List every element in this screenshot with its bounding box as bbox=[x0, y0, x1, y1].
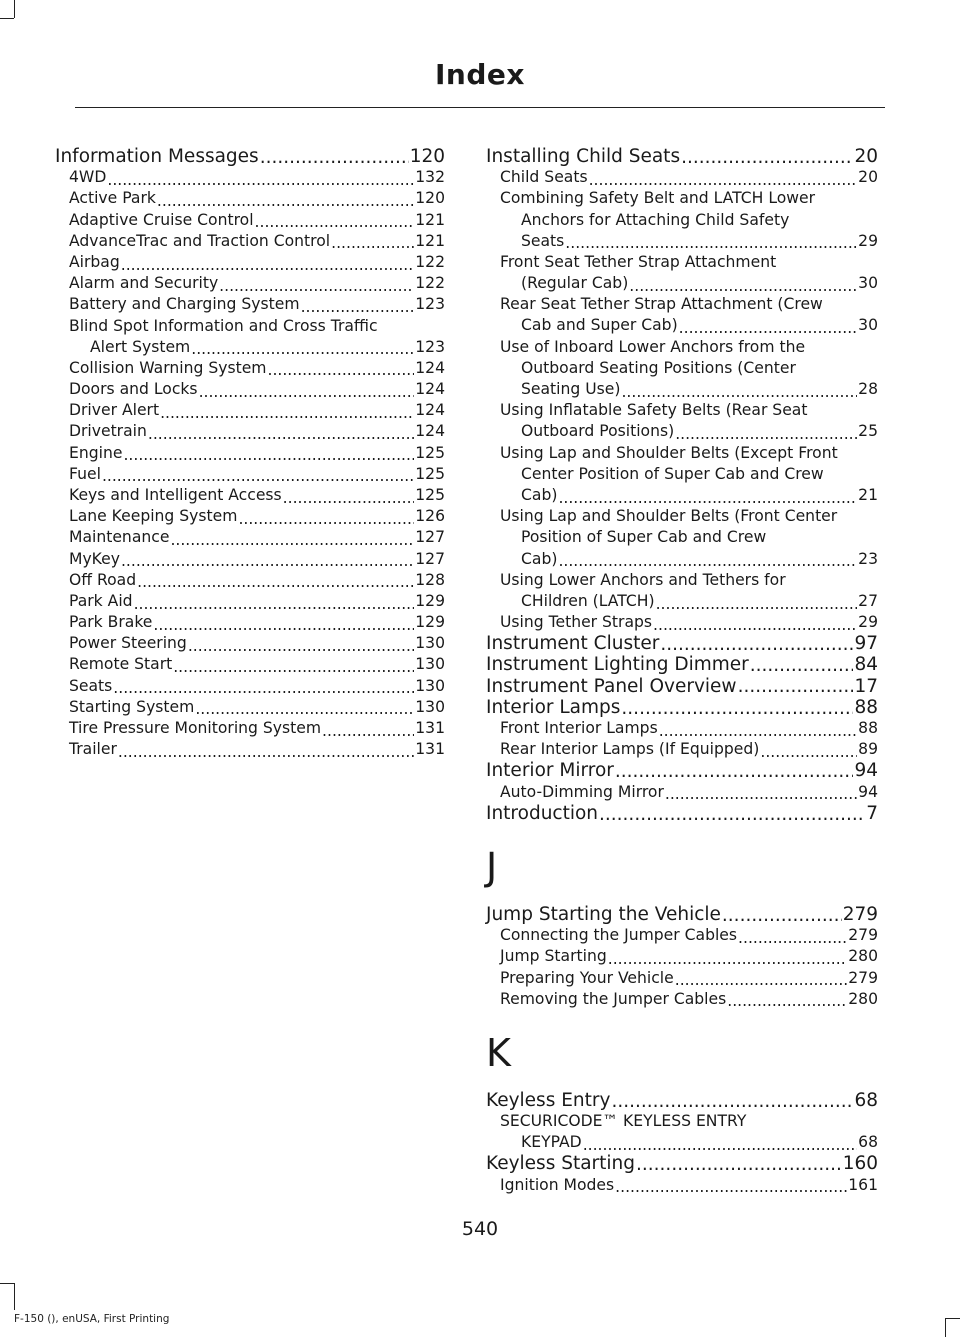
index-entry-sub bbox=[486, 549, 878, 570]
index-entry-page: 94 bbox=[854, 760, 878, 782]
crop-mark-top-left bbox=[14, 0, 15, 18]
index-entry-title: KEYPAD bbox=[521, 1133, 582, 1152]
dot-leader bbox=[153, 618, 414, 634]
index-entry-page: 128 bbox=[415, 570, 445, 589]
index-entry-page: 123 bbox=[415, 337, 445, 356]
index-entry-page: 279 bbox=[842, 903, 878, 925]
index-entry-line: Center Position of Super Cab and Crew bbox=[521, 464, 824, 483]
index-entry-page: 130 bbox=[415, 655, 445, 674]
index-entry-sub bbox=[486, 718, 878, 739]
index-entry-sub bbox=[486, 968, 878, 989]
index-entry-title: Remote Start bbox=[69, 655, 173, 674]
index-entry-sub bbox=[486, 591, 878, 612]
index-entry-title: Off Road bbox=[69, 570, 137, 589]
index-entry-title: Keyless Starting bbox=[486, 1153, 636, 1175]
index-entry-sub bbox=[55, 400, 445, 421]
dot-leader bbox=[331, 236, 414, 252]
dot-leader bbox=[301, 300, 415, 316]
crop-mark-bottom-left-h bbox=[0, 1283, 14, 1284]
dot-leader bbox=[636, 1156, 842, 1175]
index-entry-sub bbox=[55, 167, 445, 188]
index-entry-sub bbox=[55, 570, 445, 591]
index-entry-page: 122 bbox=[415, 274, 445, 293]
index-entry-page: 160 bbox=[842, 1153, 878, 1175]
index-entry-page: 124 bbox=[415, 401, 445, 420]
dot-leader bbox=[679, 321, 857, 337]
index-entry-page: 29 bbox=[858, 613, 878, 632]
index-entry-sub bbox=[55, 188, 445, 209]
dot-leader bbox=[102, 469, 414, 485]
index-entry-page: 121 bbox=[415, 210, 445, 229]
index-entry-title: Lane Keeping System bbox=[69, 507, 238, 526]
index-entry-title: Child Seats bbox=[500, 168, 588, 187]
dot-leader bbox=[565, 236, 857, 252]
index-entry-page: 20 bbox=[854, 145, 878, 167]
dot-leader bbox=[219, 279, 414, 295]
dot-leader bbox=[113, 681, 414, 697]
index-entry-page: 120 bbox=[415, 189, 445, 208]
index-entry-sub bbox=[55, 464, 445, 485]
index-entry-title: Instrument Lighting Dimmer bbox=[486, 654, 749, 676]
dot-leader bbox=[160, 406, 414, 422]
index-entry-sub bbox=[55, 421, 445, 442]
index-entry-page: 130 bbox=[415, 676, 445, 695]
index-entry-title: AdvanceTrac and Traction Control bbox=[69, 231, 331, 250]
index-entry-title: Collision Warning System bbox=[69, 358, 267, 377]
index-entry-title: Rear Interior Lamps (If Equipped) bbox=[500, 740, 760, 759]
index-entry-page: 131 bbox=[415, 740, 445, 759]
index-column-right bbox=[486, 146, 878, 1196]
index-section-letter: K bbox=[486, 1030, 511, 1075]
dot-leader bbox=[653, 618, 857, 634]
index-entry-title: Airbag bbox=[69, 252, 120, 271]
index-entry-title: Interior Lamps bbox=[486, 696, 621, 718]
index-entry-title: Driver Alert bbox=[69, 401, 160, 420]
index-entry-title: Interior Mirror bbox=[486, 760, 614, 782]
index-entry-title: Instrument Panel Overview bbox=[486, 675, 737, 697]
dot-leader bbox=[589, 173, 858, 189]
index-entry-main bbox=[486, 803, 878, 824]
index-entry-title: Seating Use) bbox=[521, 380, 621, 399]
index-entry-title: Park Aid bbox=[69, 591, 133, 610]
index-entry-main bbox=[486, 633, 878, 654]
dot-leader bbox=[148, 427, 414, 443]
index-entry-title: Preparing Your Vehicle bbox=[500, 968, 674, 987]
index-entry-title: Starting System bbox=[69, 697, 195, 716]
index-entry-page: 129 bbox=[415, 591, 445, 610]
index-entry-title: Alarm and Security bbox=[69, 274, 219, 293]
index-entry-sub bbox=[55, 718, 445, 739]
index-entry-page: 132 bbox=[415, 168, 445, 187]
index-entry-line: Combining Safety Belt and LATCH Lower bbox=[500, 189, 816, 208]
index-entry-title: Keyless Entry bbox=[486, 1089, 611, 1111]
index-entry-page: 161 bbox=[848, 1175, 878, 1194]
dot-leader bbox=[675, 427, 857, 443]
index-entry-title: Maintenance bbox=[69, 528, 170, 547]
dot-leader bbox=[107, 173, 414, 189]
dot-leader bbox=[195, 702, 414, 718]
index-entry-sub bbox=[55, 273, 445, 294]
index-entry-sub bbox=[486, 316, 878, 337]
dot-leader bbox=[750, 657, 854, 676]
index-entry-page: 124 bbox=[415, 422, 445, 441]
index-entry-line: Blind Spot Information and Cross Traffic bbox=[69, 316, 378, 335]
index-entry-page: 97 bbox=[854, 633, 878, 655]
index-entry-page: 127 bbox=[415, 549, 445, 568]
index-entry-sub bbox=[55, 506, 445, 527]
dot-leader bbox=[599, 806, 865, 825]
index-entry-title: Engine bbox=[69, 443, 123, 462]
index-entry-title: Adaptive Cruise Control bbox=[69, 210, 254, 229]
header-rule bbox=[75, 107, 885, 108]
index-entry-title: Doors and Locks bbox=[69, 380, 198, 399]
dot-leader bbox=[255, 215, 415, 231]
dot-leader bbox=[660, 636, 853, 655]
index-entry-title: Drivetrain bbox=[69, 422, 147, 441]
dot-leader bbox=[238, 512, 414, 528]
index-entry-main bbox=[486, 697, 878, 718]
dot-leader bbox=[267, 363, 414, 379]
index-entry-title: Outboard Positions) bbox=[521, 422, 675, 441]
index-entry-page: 279 bbox=[848, 926, 878, 945]
index-entry-sub bbox=[55, 443, 445, 464]
crop-mark-top-left-h bbox=[0, 18, 14, 19]
dot-leader bbox=[134, 597, 415, 613]
index-entry-line: Using Inflatable Safety Belts (Rear Seat bbox=[500, 401, 808, 420]
index-entry-sub bbox=[55, 655, 445, 676]
index-entry-title: Installing Child Seats bbox=[486, 145, 681, 167]
index-entry-page: 20 bbox=[858, 168, 878, 187]
index-entry-page: 122 bbox=[415, 252, 445, 271]
index-entry-page: 88 bbox=[854, 696, 878, 718]
index-entry-line: Rear Seat Tether Strap Attachment (Crew bbox=[500, 295, 823, 314]
index-entry-page: 129 bbox=[415, 613, 445, 632]
dot-leader bbox=[656, 597, 858, 613]
dot-leader bbox=[260, 149, 409, 168]
index-entry-title: (Regular Cab) bbox=[521, 274, 629, 293]
index-entry-page: 121 bbox=[415, 231, 445, 250]
index-entry-page: 123 bbox=[415, 295, 445, 314]
index-entry-page: 120 bbox=[409, 145, 445, 167]
dot-leader bbox=[675, 973, 847, 989]
index-entry-page: 27 bbox=[858, 591, 878, 610]
index-entry-sub bbox=[486, 273, 878, 294]
footer-text: F-150 (), enUSA, First Printing bbox=[14, 1313, 170, 1325]
dot-leader bbox=[615, 1180, 847, 1196]
index-entry-line: Use of Inboard Lower Anchors from the bbox=[500, 337, 806, 356]
index-entry-sub bbox=[486, 925, 878, 946]
index-entry-title: Jump Starting the Vehicle bbox=[486, 903, 721, 925]
index-entry-title: Introduction bbox=[486, 802, 599, 824]
index-entry-sub bbox=[55, 633, 445, 654]
index-entry-page: 88 bbox=[858, 719, 878, 738]
index-entry-title: Battery and Charging System bbox=[69, 295, 300, 314]
index-entry-sub bbox=[486, 167, 878, 188]
dot-leader bbox=[121, 258, 414, 274]
index-entry-page: 131 bbox=[415, 719, 445, 738]
dot-leader bbox=[170, 533, 414, 549]
index-entry-sub bbox=[486, 1132, 878, 1153]
dot-leader bbox=[621, 700, 853, 719]
index-entry-sub bbox=[486, 421, 878, 442]
dot-leader bbox=[558, 554, 857, 570]
index-entry-title: Keys and Intelligent Access bbox=[69, 485, 282, 504]
crop-mark-bottom-left bbox=[14, 1283, 15, 1310]
index-entry-page: 30 bbox=[858, 274, 878, 293]
index-entry-main bbox=[486, 655, 878, 676]
index-entry-sub bbox=[486, 231, 878, 252]
index-entry-page: 94 bbox=[858, 782, 878, 801]
index-entry-line: Front Seat Tether Strap Attachment bbox=[500, 252, 777, 271]
index-entry-main bbox=[486, 1090, 878, 1111]
index-entry-page: 280 bbox=[848, 947, 878, 966]
index-entry-page: 124 bbox=[415, 358, 445, 377]
index-entry-title: Cab and Super Cab) bbox=[521, 316, 678, 335]
dot-leader bbox=[760, 745, 857, 761]
index-entry-sub bbox=[55, 294, 445, 315]
index-entry-line: Outboard Seating Positions (Center bbox=[521, 358, 796, 377]
index-entry-page: 25 bbox=[858, 422, 878, 441]
dot-leader bbox=[157, 194, 414, 210]
index-entry-main bbox=[486, 146, 878, 167]
dot-leader bbox=[191, 342, 414, 358]
index-entry-title: Instrument Cluster bbox=[486, 633, 660, 655]
dot-leader bbox=[199, 385, 415, 401]
index-entry-page: 127 bbox=[415, 528, 445, 547]
dot-leader bbox=[188, 639, 414, 655]
index-entry-sub bbox=[486, 739, 878, 760]
dot-leader bbox=[123, 448, 414, 464]
index-entry-title: Front Interior Lamps bbox=[500, 719, 658, 738]
dot-leader bbox=[659, 724, 857, 740]
index-entry-title: Auto-Dimming Mirror bbox=[500, 782, 664, 801]
index-entry-page: 124 bbox=[415, 380, 445, 399]
index-entry-title: Fuel bbox=[69, 464, 101, 483]
index-entry-sub bbox=[486, 782, 878, 803]
index-entry-sub bbox=[55, 252, 445, 273]
index-entry-title: 4WD bbox=[69, 168, 107, 187]
index-entry-page: 126 bbox=[415, 507, 445, 526]
dot-leader bbox=[681, 149, 853, 168]
index-entry-sub bbox=[55, 676, 445, 697]
dot-leader bbox=[621, 385, 857, 401]
dot-leader bbox=[727, 994, 847, 1010]
index-entry-page: 125 bbox=[415, 485, 445, 504]
index-entry-page: 21 bbox=[858, 485, 878, 504]
index-entry-sub bbox=[55, 549, 445, 570]
index-entry-sub bbox=[486, 485, 878, 506]
index-entry-line: Using Lap and Shoulder Belts (Except Front bbox=[500, 443, 838, 462]
index-entry-title: MyKey bbox=[69, 549, 120, 568]
index-entry-sub bbox=[55, 379, 445, 400]
index-entry-sub bbox=[55, 697, 445, 718]
index-entry-page: 17 bbox=[854, 675, 878, 697]
dot-leader bbox=[121, 554, 414, 570]
index-entry-main bbox=[486, 904, 878, 925]
index-entry-sub bbox=[55, 485, 445, 506]
page-title: Index bbox=[435, 58, 525, 91]
index-entry-title: Tire Pressure Monitoring System bbox=[69, 719, 322, 738]
dot-leader bbox=[738, 931, 847, 947]
index-entry-page: 68 bbox=[854, 1089, 878, 1111]
dot-leader bbox=[118, 745, 414, 761]
index-entry-sub bbox=[55, 739, 445, 760]
index-entry-page: 89 bbox=[858, 740, 878, 759]
dot-leader bbox=[583, 1138, 857, 1154]
index-entry-page: 279 bbox=[848, 968, 878, 987]
index-entry-page: 125 bbox=[415, 464, 445, 483]
index-entry-page: 125 bbox=[415, 443, 445, 462]
index-entry-title: Seats bbox=[521, 231, 565, 250]
index-entry-title: Cab) bbox=[521, 485, 558, 504]
index-entry-page: 130 bbox=[415, 634, 445, 653]
index-entry-title: Alert System bbox=[90, 337, 191, 356]
index-entry-page: 28 bbox=[858, 380, 878, 399]
dot-leader bbox=[615, 763, 854, 782]
index-entry-title: CHildren (LATCH) bbox=[521, 591, 655, 610]
dot-leader bbox=[665, 787, 857, 803]
dot-leader bbox=[558, 491, 857, 507]
index-entry-title: Trailer bbox=[69, 740, 117, 759]
dot-leader bbox=[629, 279, 857, 295]
index-entry-main bbox=[55, 146, 445, 167]
dot-leader bbox=[322, 724, 414, 740]
index-entry-line: Anchors for Attaching Child Safety bbox=[521, 210, 790, 229]
index-entry-sub bbox=[55, 231, 445, 252]
index-entry-page: 130 bbox=[415, 697, 445, 716]
dot-leader bbox=[738, 678, 854, 697]
index-entry-page: 280 bbox=[848, 989, 878, 1008]
index-entry-sub bbox=[486, 379, 878, 400]
index-entry-title: Information Messages bbox=[55, 145, 259, 167]
index-entry-sub bbox=[55, 527, 445, 548]
index-entry-title: Park Brake bbox=[69, 613, 153, 632]
index-column-left bbox=[55, 146, 445, 760]
index-entry-page: 84 bbox=[854, 654, 878, 676]
dot-leader bbox=[283, 491, 415, 507]
dot-leader bbox=[137, 575, 414, 591]
index-entry-page: 68 bbox=[858, 1133, 878, 1152]
index-entry-sub bbox=[55, 612, 445, 633]
dot-leader bbox=[611, 1093, 853, 1112]
index-entry-title: Removing the Jumper Cables bbox=[500, 989, 727, 1008]
index-entry-page: 23 bbox=[858, 549, 878, 568]
index-entry-line: Using Lower Anchors and Tethers for bbox=[500, 570, 786, 589]
index-entry-line: Using Lap and Shoulder Belts (Front Center bbox=[500, 507, 838, 526]
index-entry-page: 30 bbox=[858, 316, 878, 335]
index-entry-page: 7 bbox=[866, 802, 878, 824]
dot-leader bbox=[173, 660, 414, 676]
index-entry-sub bbox=[486, 989, 878, 1010]
index-entry-sub bbox=[486, 1175, 878, 1196]
dot-leader bbox=[608, 952, 847, 968]
index-entry-main bbox=[486, 676, 878, 697]
index-entry-title: Cab) bbox=[521, 549, 558, 568]
index-entry-sub bbox=[486, 612, 878, 633]
index-entry-title: Jump Starting bbox=[500, 947, 607, 966]
index-entry-sub bbox=[486, 946, 878, 967]
index-entry-line: SECURICODE™ KEYLESS ENTRY bbox=[500, 1112, 747, 1131]
index-entry-main bbox=[486, 760, 878, 781]
index-entry-title: Ignition Modes bbox=[500, 1175, 615, 1194]
index-entry-sub bbox=[55, 210, 445, 231]
index-entry-title: Power Steering bbox=[69, 634, 187, 653]
index-entry-title: Active Park bbox=[69, 189, 156, 208]
crop-mark-bottom-right-h bbox=[946, 1318, 960, 1319]
index-entry-page: 29 bbox=[858, 231, 878, 250]
index-entry-title: Seats bbox=[69, 676, 113, 695]
index-entry-main bbox=[486, 1154, 878, 1175]
index-entry-sub bbox=[55, 358, 445, 379]
index-entry-sub bbox=[55, 591, 445, 612]
index-entry-line: Position of Super Cab and Crew bbox=[521, 528, 767, 547]
index-entry-title: Using Tether Straps bbox=[500, 613, 653, 632]
crop-mark-bottom-right bbox=[945, 1318, 946, 1337]
index-entry-sub bbox=[55, 337, 445, 358]
dot-leader bbox=[722, 907, 842, 926]
index-section-letter: J bbox=[486, 845, 498, 889]
page-number: 540 bbox=[461, 1218, 499, 1240]
index-entry-title: Connecting the Jumper Cables bbox=[500, 926, 738, 945]
